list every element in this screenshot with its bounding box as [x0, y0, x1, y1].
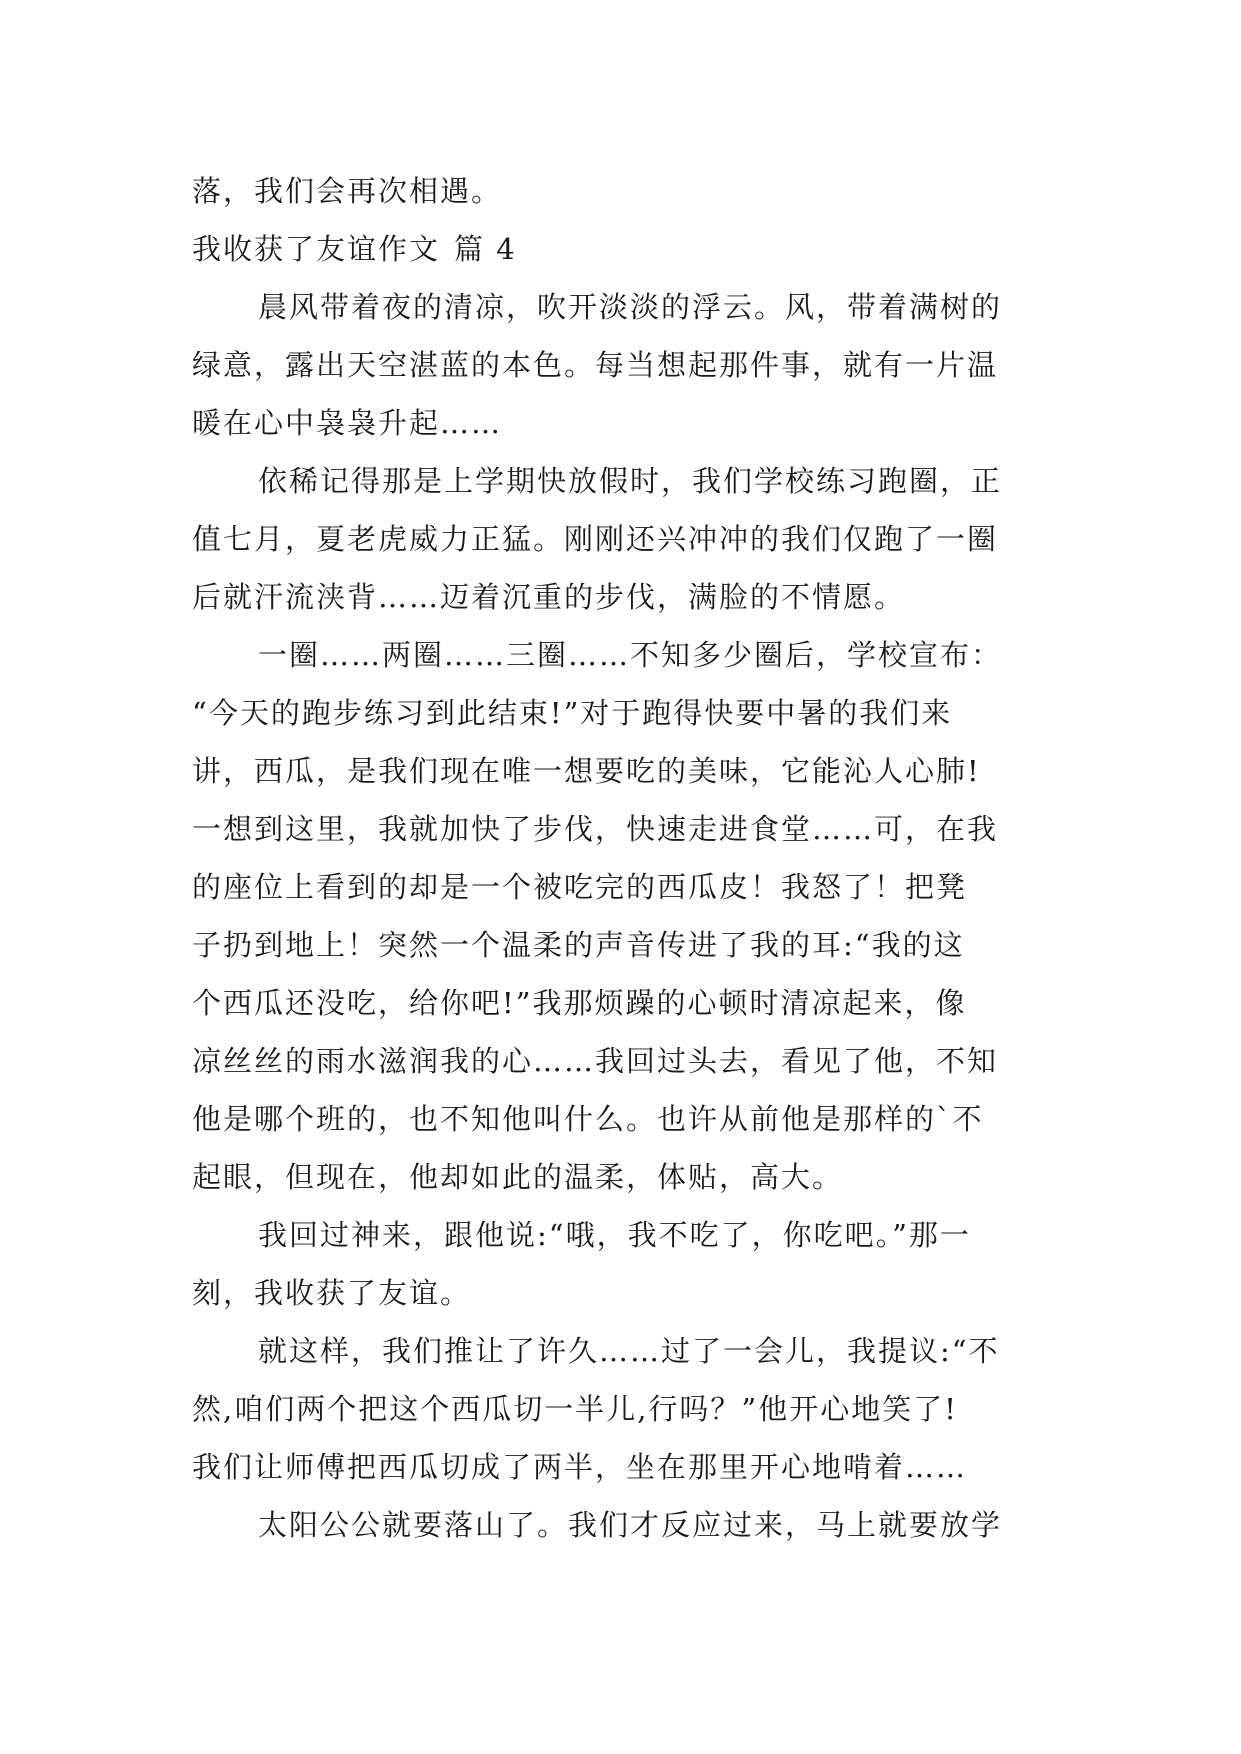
paragraph-line: 他是哪个班的，也不知他叫什么。也许从前他是那样的`不: [192, 1102, 984, 1136]
paragraph-line: 子扔到地上！突然一个温柔的声音传进了我的耳:“我的这: [192, 928, 965, 962]
paragraph: [192, 626, 1072, 1206]
paragraph-line: 起眼，但现在，他却如此的温柔，体贴，高大。: [192, 1160, 844, 1194]
paragraph-line: 然,咱们两个把这个西瓜切一半儿,行吗？”他开心地笑了!: [192, 1392, 958, 1426]
paragraph-line: 太阳公公就要落山了。我们才反应过来，马上就要放学: [258, 1508, 1003, 1542]
document-body: [192, 162, 1072, 1554]
paragraph: [192, 452, 1072, 626]
paragraph-line: 依稀记得那是上学期快放假时，我们学校练习跑圈，正: [258, 464, 1003, 498]
paragraph-line: 后就汗流浃背……迈着沉重的步伐，满脸的不情愿。: [192, 580, 906, 614]
paragraph-line: 凉丝丝的雨水滋润我的心……我回过头去，看见了他，不知: [192, 1044, 999, 1078]
paragraph: [192, 1496, 1072, 1554]
paragraph-line: 个西瓜还没吃，给你吧!”我那烦躁的心顿时清凉起来，像: [192, 986, 967, 1020]
section-number: 篇 4: [454, 232, 517, 266]
essay-heading: [192, 220, 1072, 278]
paragraph-line: 值七月，夏老虎威力正猛。刚刚还兴冲冲的我们仅跑了一圈: [192, 522, 999, 556]
paragraph-line: 刻，我收获了友谊。: [192, 1276, 472, 1310]
paragraph-line: 就这样，我们推让了许久……过了一会儿，我提议:“不: [258, 1334, 1000, 1368]
paragraph-line: 绿意，露出天空湛蓝的本色。每当想起那件事，就有一片温: [192, 348, 999, 382]
lead-line: 落，我们会再次相遇。: [192, 174, 503, 208]
paragraph-line: “今天的跑步练习到此结束!”对于跑得快要中暑的我们来: [192, 696, 953, 730]
paragraph-line: 的座位上看到的却是一个被吃完的西瓜皮！我怒了！把凳: [192, 870, 968, 904]
paragraph-line: 一圈……两圈……三圈……不知多少圈后，学校宣布：: [258, 638, 1003, 672]
paragraph-line: 我们让师傅把西瓜切成了两半，坐在那里开心地啃着……: [192, 1450, 968, 1484]
paragraph-line: 我回过神来，跟他说:“哦，我不吃了，你吃吧。”那一: [258, 1218, 971, 1252]
essay-title: 我收获了友谊作文: [192, 232, 441, 266]
paragraph-line: 晨风带着夜的清凉，吹开淡淡的浮云。风，带着满树的: [258, 290, 1003, 324]
paragraph: [192, 1322, 1072, 1496]
paragraph-line: 一想到这里，我就加快了步伐，快速走进食堂……可，在我: [192, 812, 999, 846]
paragraph-line: 暖在心中袅袅升起……: [192, 406, 503, 440]
paragraph-line: 讲，西瓜，是我们现在唯一想要吃的美味，它能沁人心肺!: [192, 754, 981, 788]
paragraph: [192, 1206, 1072, 1322]
paragraph: [192, 278, 1072, 452]
